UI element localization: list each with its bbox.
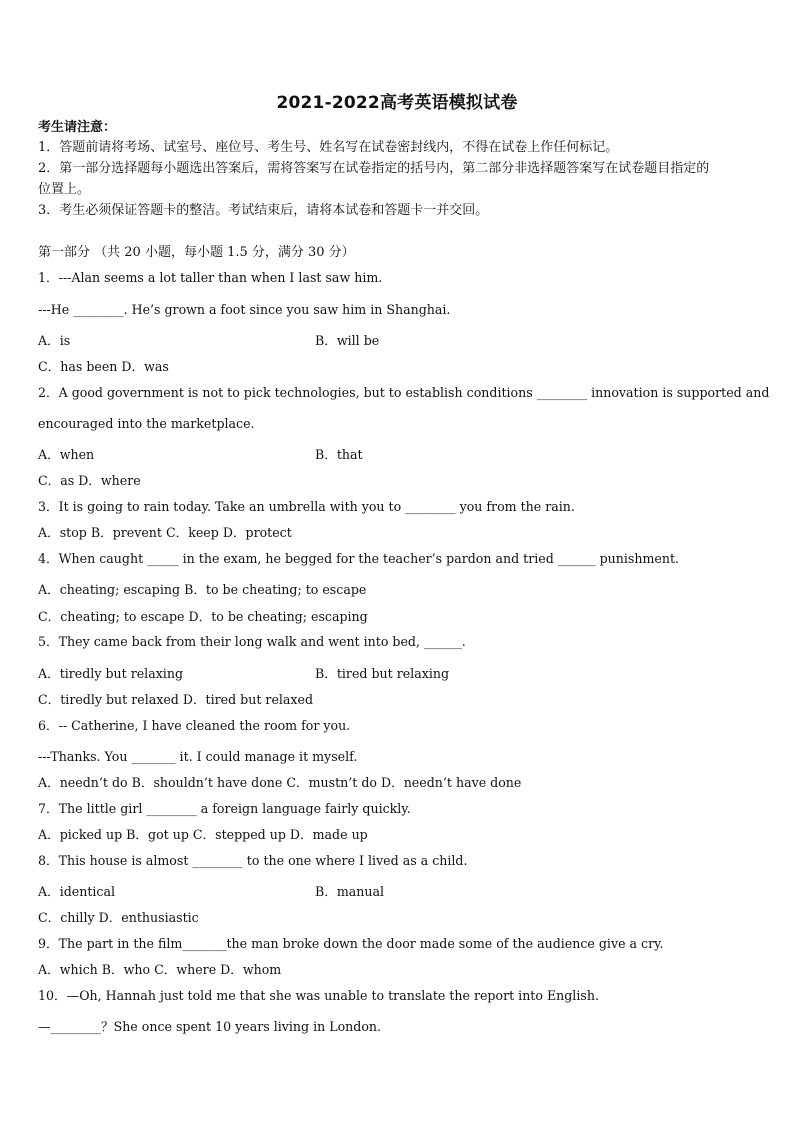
option-b: B．will be xyxy=(315,333,380,348)
notice-item: 1．答题前请将考场、试室号、座位号、考生号、姓名写在试卷密封线内，不得在试卷上作任何标记。 xyxy=(38,140,619,155)
notice-item: 3．考生必须保证答题卡的整洁。考试结束后，请将本试卷和答题卡一并交回。 xyxy=(38,203,489,218)
options-cd: C．has been D．was xyxy=(38,359,169,374)
question-stem: 9．The part in the film_______the man broke down the door made some of the audience give a cry. xyxy=(38,936,664,951)
option-a: A．when xyxy=(38,447,95,462)
question-stem: 5．They came back from their long walk and went into bed, ______. xyxy=(38,634,466,649)
page-title: 2021-2022高考英语模拟试卷 xyxy=(276,93,518,113)
options: A．which B．who C．where D．whom xyxy=(38,962,282,977)
notice-heading: 考生请注意： xyxy=(38,120,117,135)
option-a: A．is xyxy=(38,333,71,348)
question-stem: 1．---Alan seems a lot taller than when I last saw him. xyxy=(38,270,383,285)
options-cd: C．chilly D．enthusiastic xyxy=(38,910,199,925)
question-stem: 8．This house is almost ________ to the one where I lived as a child. xyxy=(38,853,468,868)
option-b: B．that xyxy=(315,447,363,462)
option-a: A．tiredly but relaxing xyxy=(38,666,184,681)
question-stem: 10．—Oh, Hannah just told me that she was unable to translate the report into English. xyxy=(38,988,599,1003)
options: A．cheating; escaping B．to be cheating; to escape xyxy=(38,582,367,597)
option-b: B．manual xyxy=(315,884,385,899)
question-stem: 4．When caught _____ in the exam, he begged for the teacher’s pardon and tried ______ punishment. xyxy=(38,551,680,566)
section-heading: 第一部分 （共 20 小题，每小题 1.5 分，满分 30 分） xyxy=(38,245,355,260)
question-stem: 7．The little girl ________ a foreign language fairly quickly. xyxy=(38,801,411,816)
options: A．picked up B．got up C．stepped up D．made up xyxy=(38,827,368,842)
option-a: A．identical xyxy=(38,884,116,899)
options: C．cheating; to escape D．to be cheating; escaping xyxy=(38,609,368,624)
options-cd: C．as D．where xyxy=(38,473,141,488)
question-stem: —________？She once spent 10 years living in London. xyxy=(38,1019,382,1034)
options-cd: C．tiredly but relaxed D．tired but relaxed xyxy=(38,692,314,707)
question-stem: ---He ________. He’s grown a foot since you saw him in Shanghai. xyxy=(38,302,451,317)
question-stem: encouraged into the marketplace. xyxy=(38,416,255,431)
notice-item: 2．第一部分选择题每小题选出答案后，需将答案写在试卷指定的括号内，第二部分非选择题答案写在试卷题目指定的 xyxy=(38,161,710,176)
options: A．stop B．prevent C．keep D．protect xyxy=(38,525,292,540)
option-b: B．tired but relaxing xyxy=(315,666,450,681)
question-stem: 6．-- Catherine, I have cleaned the room for you. xyxy=(38,718,351,733)
question-stem: 2．A good government is not to pick technologies, but to establish conditions ________ innovation is supported and xyxy=(38,385,770,400)
options: A．needn’t do B．shouldn’t have done C．mustn’t do D．needn’t have done xyxy=(38,775,522,790)
question-stem: 3．It is going to rain today. Take an umbrella with you to ________ you from the rain. xyxy=(38,499,575,514)
question-stem: ---Thanks. You _______ it. I could manage it myself. xyxy=(38,749,358,764)
notice-item: 位置上。 xyxy=(38,182,91,197)
